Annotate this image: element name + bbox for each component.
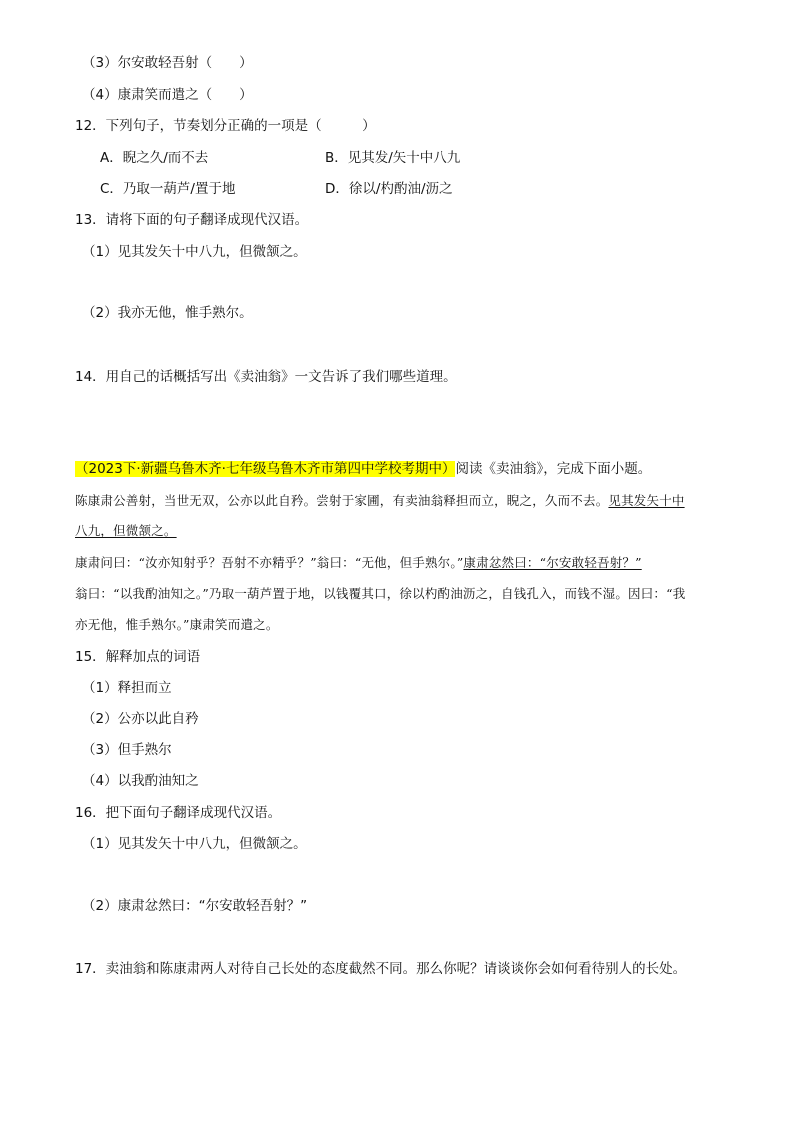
question-16: 16．把下面句子翻译成现代汉语。 — [75, 805, 282, 821]
question-13: 13．请将下面的句子翻译成现代汉语。 — [75, 212, 309, 228]
source-badge: （2023下·新疆乌鲁木齐·七年级乌鲁木齐市第四中学校考期中） — [75, 461, 456, 477]
underlined-sentence: 见其发矢十中 — [608, 493, 685, 508]
question-17: 17．卖油翁和陈康肃两人对待自己长处的态度截然不同。那么你呢？请谈谈你会如何看待别人的长处。 — [75, 961, 687, 977]
passage-paragraph-1-line-2 — [75, 522, 177, 540]
underlined-sentence-continued: 八九，但微颔之。 — [75, 523, 177, 538]
question-12-option-a: A．睨之久/而不去 — [100, 150, 209, 166]
passage-paragraph-1-line-1 — [75, 492, 685, 510]
question-12-option-d: D．徐以/杓酌油/沥之 — [325, 181, 453, 197]
passage-paragraph-2-line-3: 亦无他，惟手熟尔。”康肃笑而遣之。 — [75, 617, 279, 632]
question-15-item-1: （1）释担而立 — [82, 680, 172, 696]
question-12-option-b: B．见其发/矢十中八九 — [325, 150, 461, 166]
question-13-item-1: （1）见其发矢十中八九，但微颔之。 — [82, 244, 307, 260]
question-16-item-1: （1）见其发矢十中八九，但微颔之。 — [82, 836, 307, 852]
question-11-item-3: （3）尔安敢轻吾射（ ） — [82, 55, 253, 71]
reading-instruction: 阅读《卖油翁》，完成下面小题。 — [455, 461, 652, 477]
question-13-item-2: （2）我亦无他，惟手熟尔。 — [82, 305, 253, 321]
question-11-item-4: （4）康肃笑而遣之（ ） — [82, 87, 253, 103]
passage-text: 陈康肃公善射，当世无双，公亦以此自矜。尝射于家圃，有卖油翁释担而立，睨之，久而不去。 — [75, 493, 609, 508]
question-12-option-c: C．乃取一葫芦/置于地 — [100, 181, 236, 197]
question-15-item-2: （2）公亦以此自矜 — [82, 711, 199, 727]
question-16-item-2: （2）康肃忿然曰：“尔安敢轻吾射？” — [82, 898, 308, 914]
question-14: 14．用自己的话概括写出《卖油翁》一文告诉了我们哪些道理。 — [75, 369, 457, 385]
question-15: 15．解释加点的词语 — [75, 649, 201, 665]
underlined-sentence: 康肃忿然曰：“尔安敢轻吾射？” — [463, 555, 642, 570]
question-15-item-4: （4）以我酌油知之 — [82, 773, 199, 789]
passage-paragraph-2-line-2: 翁曰：“以我酌油知之。”乃取一葫芦置于地，以钱覆其口，徐以杓酌油沥之，自钱孔入，而钱不湿。因曰：“我 — [75, 586, 686, 601]
question-12: 12．下列句子，节奏划分正确的一项是（ ） — [75, 118, 376, 134]
passage-paragraph-2-line-1 — [75, 554, 642, 572]
passage-header — [75, 460, 651, 478]
question-15-item-3: （3）但手熟尔 — [82, 742, 172, 758]
passage-text: 康肃问曰：“汝亦知射乎？吾射不亦精乎？”翁曰：“无他，但手熟尔。” — [75, 555, 464, 570]
